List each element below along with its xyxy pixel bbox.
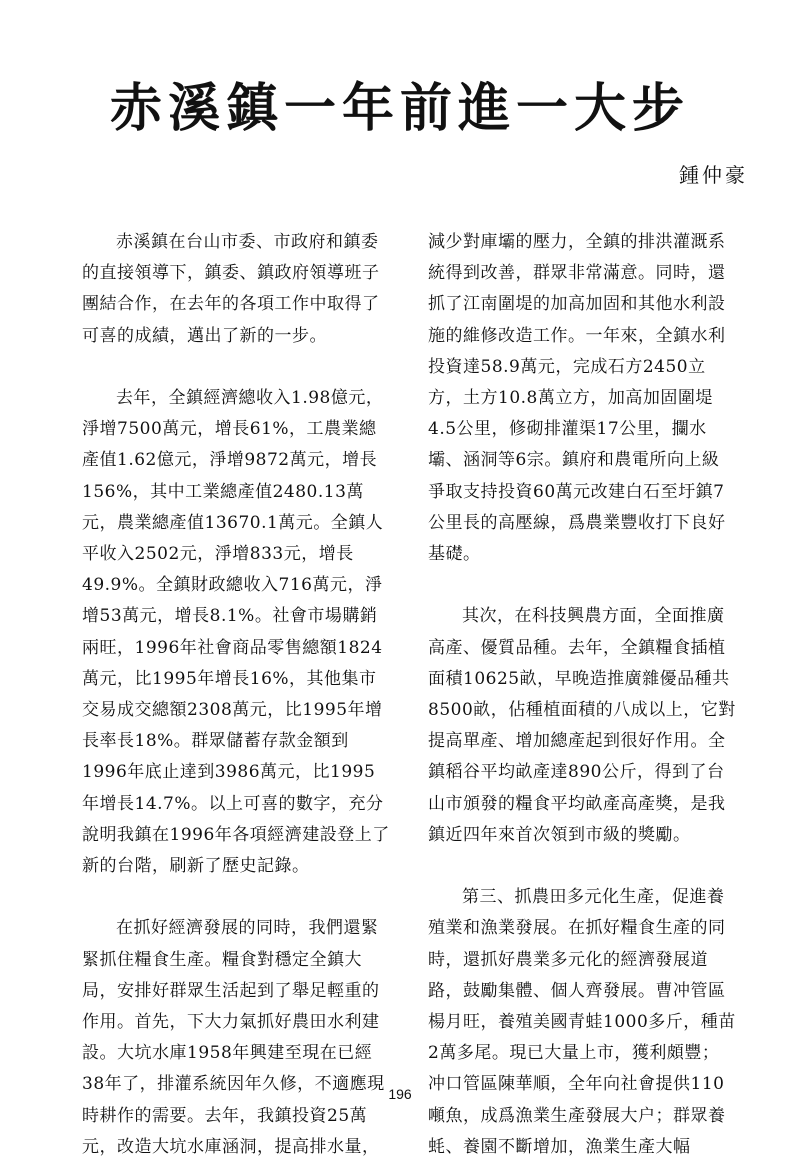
author-name: 鍾仲豪 <box>679 163 748 187</box>
paragraph-water-continued: 減少對庫壩的壓力，全鎮的排洪灌溉系統得到改善，群眾非常滿意。同時，還抓了江南圍堤的加高加固和其他水利設施的維修改造工作。一年來，全鎮水利投資達58.9萬元，完成石方2450立方，土方10.8萬立方，加高加固圍堤4.5公里，修砌排灌渠17公里，攔水壩、涵洞等6宗。鎮府和農電所向上級爭取支持投資60萬元改建白石至圩鎮7公里長的高壓線，爲農業豐收打下良好基礎。 <box>428 232 726 565</box>
right-column <box>428 227 736 1163</box>
paragraph-grain: 在抓好經濟發展的同時，我們還緊緊抓住糧食生產。糧食對穩定全鎮大局，安排好群眾生活起到了舉足輕重的作用。首先，下大力氣抓好農田水利建設。大坑水庫1958年興建至現在已經38年了，排灌系統因年久修，不適應現時耕作的需要。去年，我鎮投資25萬元，改造大坑水庫涵洞，提高排水量， <box>82 918 385 1157</box>
paragraph-economy: 去年，全鎮經濟總收入1.98億元，淨增7500萬元，增長61%，工農業總產值1.62億元，淨增9872萬元，增長156%，其中工業總產值2480.13萬元，農業總產值13670.1萬元。全鎮人平收入2502元，淨增833元，增長49.9%。全鎮財政總收入716萬元，淨增53萬元，增長8.1%。社會市場購銷兩旺，1996年社會商品零售總額1824萬元，比1995年增長16%，其他集市交易成交總額2308萬元，比1995年增長率長18%。群眾儲蓄存款金額到1996年底止達到3986萬元，比1995年增長14.7%。以上可喜的數字，充分說明我鎮在1996年各項經濟建設登上了新的台階，刷新了歷史記錄。 <box>82 388 390 877</box>
left-column <box>82 227 390 1163</box>
paragraph-technology: 其次，在科技興農方面，全面推廣高產、優質品種。去年，全鎮糧食插植面積10625畝，早晚造推廣雜優品種共8500畝，佔種植面積的八成以上，它對提高單產、增加總產起到很好作用。全鎮稻谷平均畝產達890公斤，得到了台山市頒發的糧食平均畝產高產獎，是我鎮近四年來首次領到市級的獎勵。 <box>428 606 736 845</box>
paragraph-intro: 赤溪鎮在台山市委、市政府和鎮委的直接領導下，鎮委、鎮政府領導班子團結合作，在去年的各項工作中取得了可喜的成績，邁出了新的一步。 <box>82 232 380 346</box>
paragraph-diversification: 第三、抓農田多元化生產，促進養殖業和漁業發展。在抓好糧食生產的同時，還抓好農業多元化的經濟發展道路，鼓勵集體、個人齊發展。曹冲管區楊月旺，養殖美國青蛙1000多斤，種苗2萬多尾。現已大量上市，獲利頗豐；冲口管區陳華順，全年向社會提供110噸魚，成爲漁業生產發展大户；群眾養蚝、養園不斷增加，漁業生產大幅 <box>428 887 736 1157</box>
article-title: 赤溪鎮一年前進一大步 <box>109 78 690 139</box>
page-number: 196 <box>388 1086 412 1102</box>
